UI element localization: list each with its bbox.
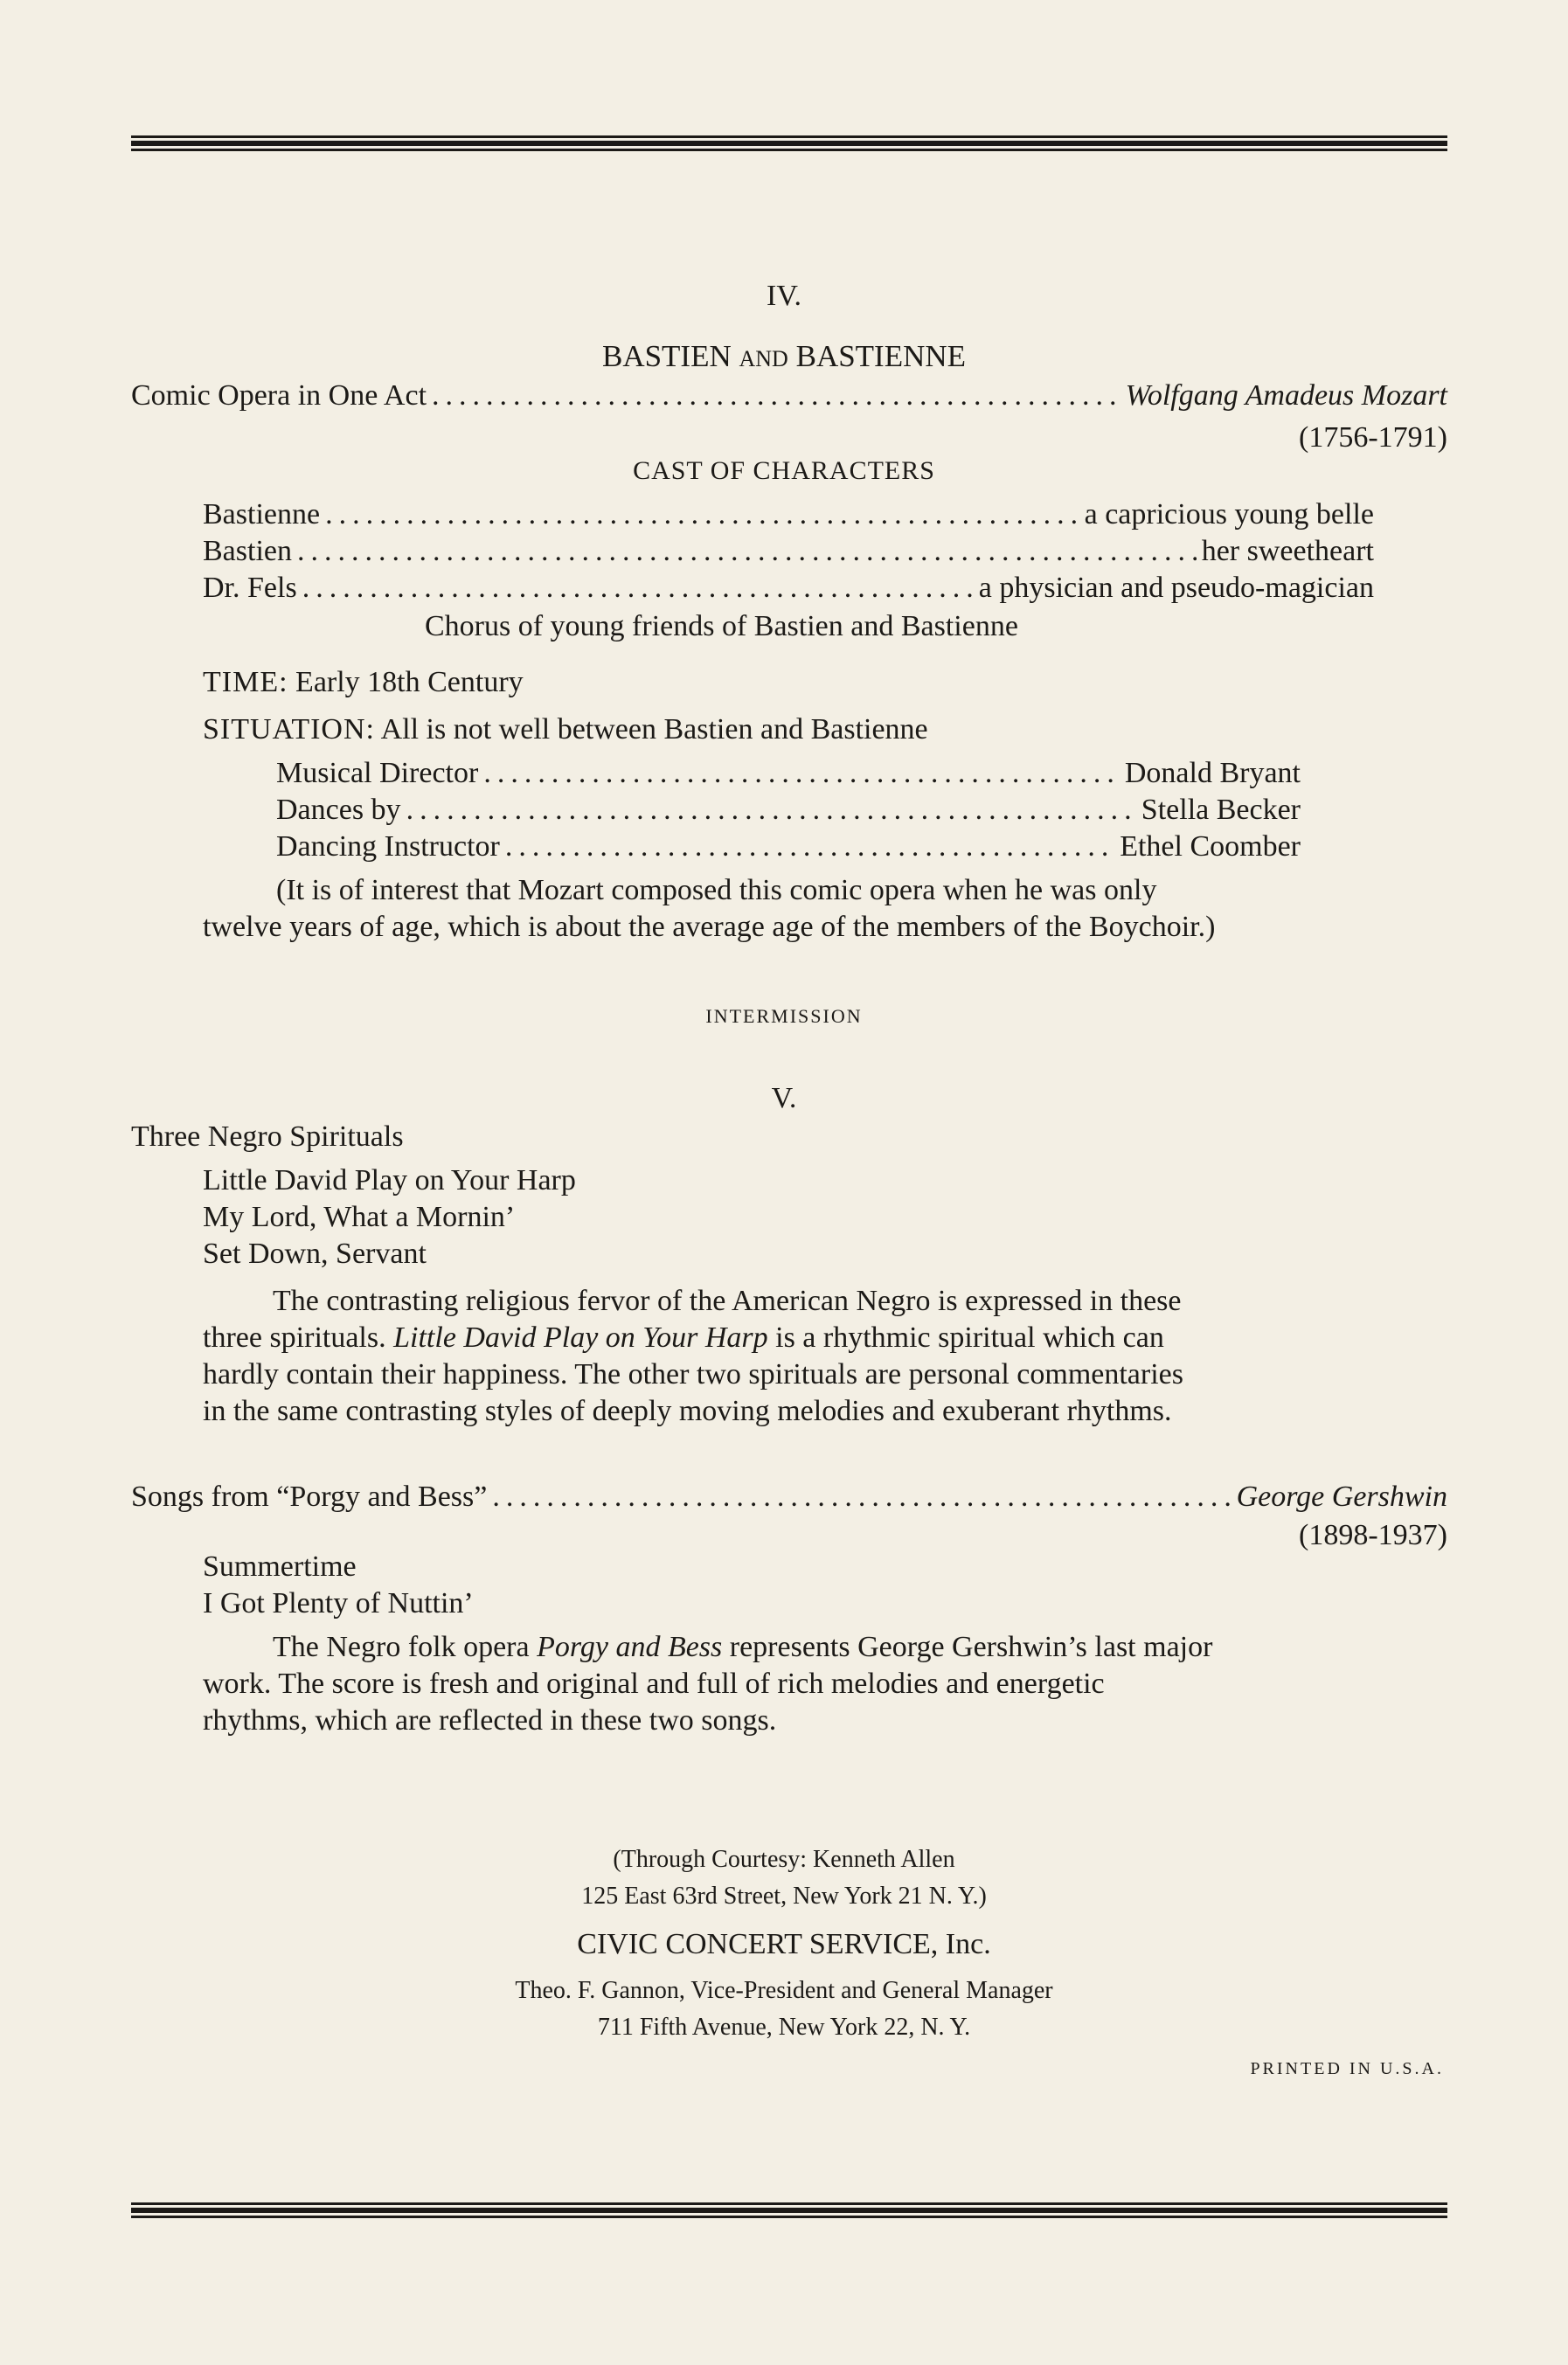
courtesy-line1: (Through Courtesy: Kenneth Allen: [613, 1846, 955, 1873]
credit-row: [276, 755, 1301, 792]
spirituals-title: Three Negro Spirituals: [131, 1120, 404, 1153]
dot-leader: [302, 570, 974, 607]
dot-leader: [483, 755, 1120, 792]
credit-row: [276, 829, 1301, 865]
opera-title: [0, 337, 1568, 378]
spirituals-para-line: in the same contrasting styles of deeply moving melodies and exuberant rhythms.: [203, 1395, 1172, 1427]
spiritual-item: Set Down, Servant: [203, 1238, 427, 1270]
dot-leader: [505, 829, 1114, 865]
porgy-para-line: work. The score is fresh and original and full of rich melodies and energetic: [203, 1668, 1105, 1700]
credit-label: Dancing Instructor: [276, 830, 500, 863]
opera-title-part1: BASTIEN: [601, 339, 732, 373]
situation-line: [203, 711, 928, 748]
spiritual-item: My Lord, What a Mornin’: [203, 1201, 516, 1233]
mozart-note-line2: twelve years of age, which is about the average age of the members of the Boychoir.): [203, 911, 1216, 943]
company-name: CIVIC CONCERT SERVICE, Inc.: [577, 1928, 991, 1960]
spirituals-para-line: hardly contain their happiness. The other two spirituals are personal commentaries: [203, 1358, 1183, 1391]
credit-value: Donald Bryant: [1124, 757, 1301, 789]
situation-value: All is not well between Bastien and Bastienne: [380, 713, 928, 746]
opera-label: Comic Opera in One Act: [131, 379, 427, 412]
address-line: 711 Fifth Avenue, New York 22, N. Y.: [597, 2014, 971, 2041]
credit-row: [276, 792, 1301, 829]
cast-row: [203, 496, 1374, 533]
porgy-label: Songs from “Porgy and Bess”: [131, 1481, 488, 1513]
porgy-paragraph: [203, 1629, 1447, 1739]
credit-label: Dances by: [276, 794, 401, 826]
porgy-para-line: The Negro folk opera Porgy and Bess represents George Gershwin’s last major: [273, 1631, 1213, 1663]
time-label: TIME:: [203, 666, 288, 698]
composer-dates: (1756-1791): [1299, 421, 1447, 454]
cast-role: her sweetheart: [1201, 535, 1374, 567]
spirituals-paragraph: [203, 1283, 1447, 1430]
spirituals-para-line: three spirituals. Little David Play on Your Harp is a rhythmic spiritual which can: [203, 1321, 1164, 1354]
dot-leader: [432, 378, 1120, 414]
cast-name: Dr. Fels: [203, 572, 297, 604]
time-value: Early 18th Century: [295, 666, 524, 698]
spirituals-para-line: The contrasting religious fervor of the American Negro is expressed in these: [273, 1285, 1182, 1317]
spiritual-item: Little David Play on Your Harp: [203, 1164, 576, 1196]
cast-row: [203, 533, 1374, 570]
credit-label: Musical Director: [276, 757, 479, 789]
dot-leader: [492, 1479, 1231, 1515]
composer-name: Wolfgang Amadeus Mozart: [1125, 379, 1447, 412]
chorus-line: Chorus of young friends of Bastien and Bastienne: [425, 610, 1018, 642]
cast-name: Bastien: [203, 535, 292, 567]
manager-line: Theo. F. Gannon, Vice-President and General Manager: [515, 1977, 1053, 2004]
credit-value: Ethel Coomber: [1120, 830, 1301, 863]
opera-composer-line: [131, 378, 1447, 414]
porgy-song-item: Summertime: [203, 1550, 357, 1583]
cast-row: [203, 570, 1374, 607]
opera-title-part2: BASTIENNE: [795, 339, 967, 373]
mozart-note-line1: (It is of interest that Mozart composed this comic opera when he was only: [276, 874, 1157, 906]
courtesy-line2: 125 East 63rd Street, New York 21 N. Y.): [581, 1883, 987, 1910]
section-v-numeral: V.: [771, 1082, 797, 1114]
top-border-rule: [131, 135, 1447, 151]
cast-role: a physician and pseudo-magician: [978, 572, 1374, 604]
printed-in-usa: PRINTED IN U.S.A.: [1250, 2059, 1444, 2078]
bottom-border-rule: [131, 2202, 1447, 2218]
credit-value: Stella Becker: [1141, 794, 1301, 826]
cast-role: a capricious young belle: [1084, 498, 1374, 531]
dot-leader: [325, 496, 1079, 533]
porgy-composer-line: [131, 1479, 1447, 1515]
porgy-song-item: I Got Plenty of Nuttin’: [203, 1587, 474, 1619]
porgy-para-line: rhythms, which are reflected in these two songs.: [203, 1704, 777, 1737]
cast-name: Bastienne: [203, 498, 321, 531]
porgy-composer: George Gershwin: [1236, 1481, 1447, 1513]
time-line: [203, 664, 524, 701]
opera-title-and: AND: [739, 346, 788, 371]
cast-heading: CAST OF CHARACTERS: [633, 456, 935, 485]
section-iv-numeral: IV.: [767, 280, 801, 312]
dot-leader: [297, 533, 1197, 570]
intermission-label: INTERMISSION: [705, 1005, 863, 1027]
porgy-composer-dates: (1898-1937): [1299, 1519, 1447, 1551]
dot-leader: [406, 792, 1136, 829]
situation-label: SITUATION:: [203, 713, 375, 746]
